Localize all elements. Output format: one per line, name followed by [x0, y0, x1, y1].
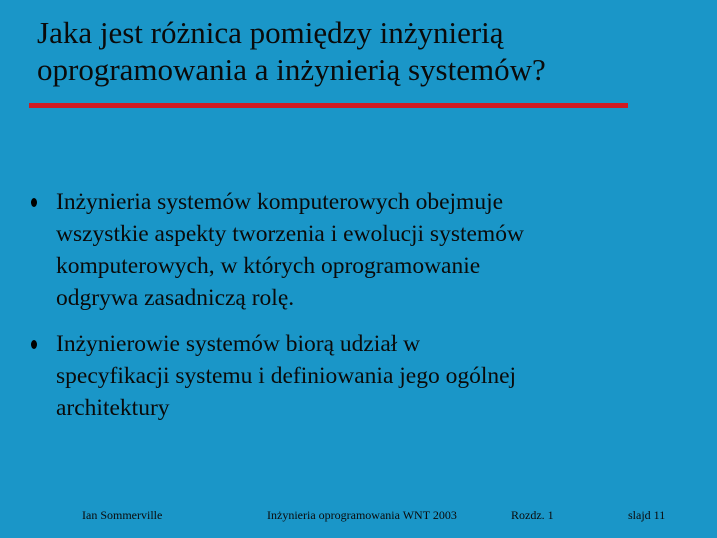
bullet-text	[56, 186, 656, 314]
bullet-line: Inżynierowie systemów biorą udział w	[56, 331, 421, 357]
footer-chapter: Rozdz. 1	[511, 508, 554, 522]
bullet-line: komputerowych, w których oprogramowanie	[56, 253, 481, 279]
slide-title-line-1: Jaka jest różnica pomiędzy inżynierią	[37, 15, 504, 50]
bullet-text	[56, 328, 656, 424]
bullet-line: Inżynieria systemów komputerowych obejmuje	[56, 189, 504, 215]
bullet-line: architektury	[56, 395, 170, 421]
bullet-line: specyfikacji systemu i definiowania jego ogólnej	[56, 363, 517, 389]
footer-course: Inżynieria oprogramowania WNT 2003	[267, 508, 457, 522]
title-underline-rule	[29, 103, 628, 108]
bullet-dot-icon	[31, 198, 37, 207]
slide-title	[37, 14, 697, 88]
bullet-dot-icon	[31, 340, 37, 349]
bullet-line: wszystkie aspekty tworzenia i ewolucji systemów	[56, 221, 524, 247]
footer-author: Ian Sommerville	[82, 508, 163, 522]
bullet-line: odgrywa zasadniczą rolę.	[56, 285, 295, 311]
slide-title-line-2: oprogramowania a inżynierią systemów?	[37, 52, 546, 87]
footer-slide-number: slajd 11	[628, 508, 666, 522]
